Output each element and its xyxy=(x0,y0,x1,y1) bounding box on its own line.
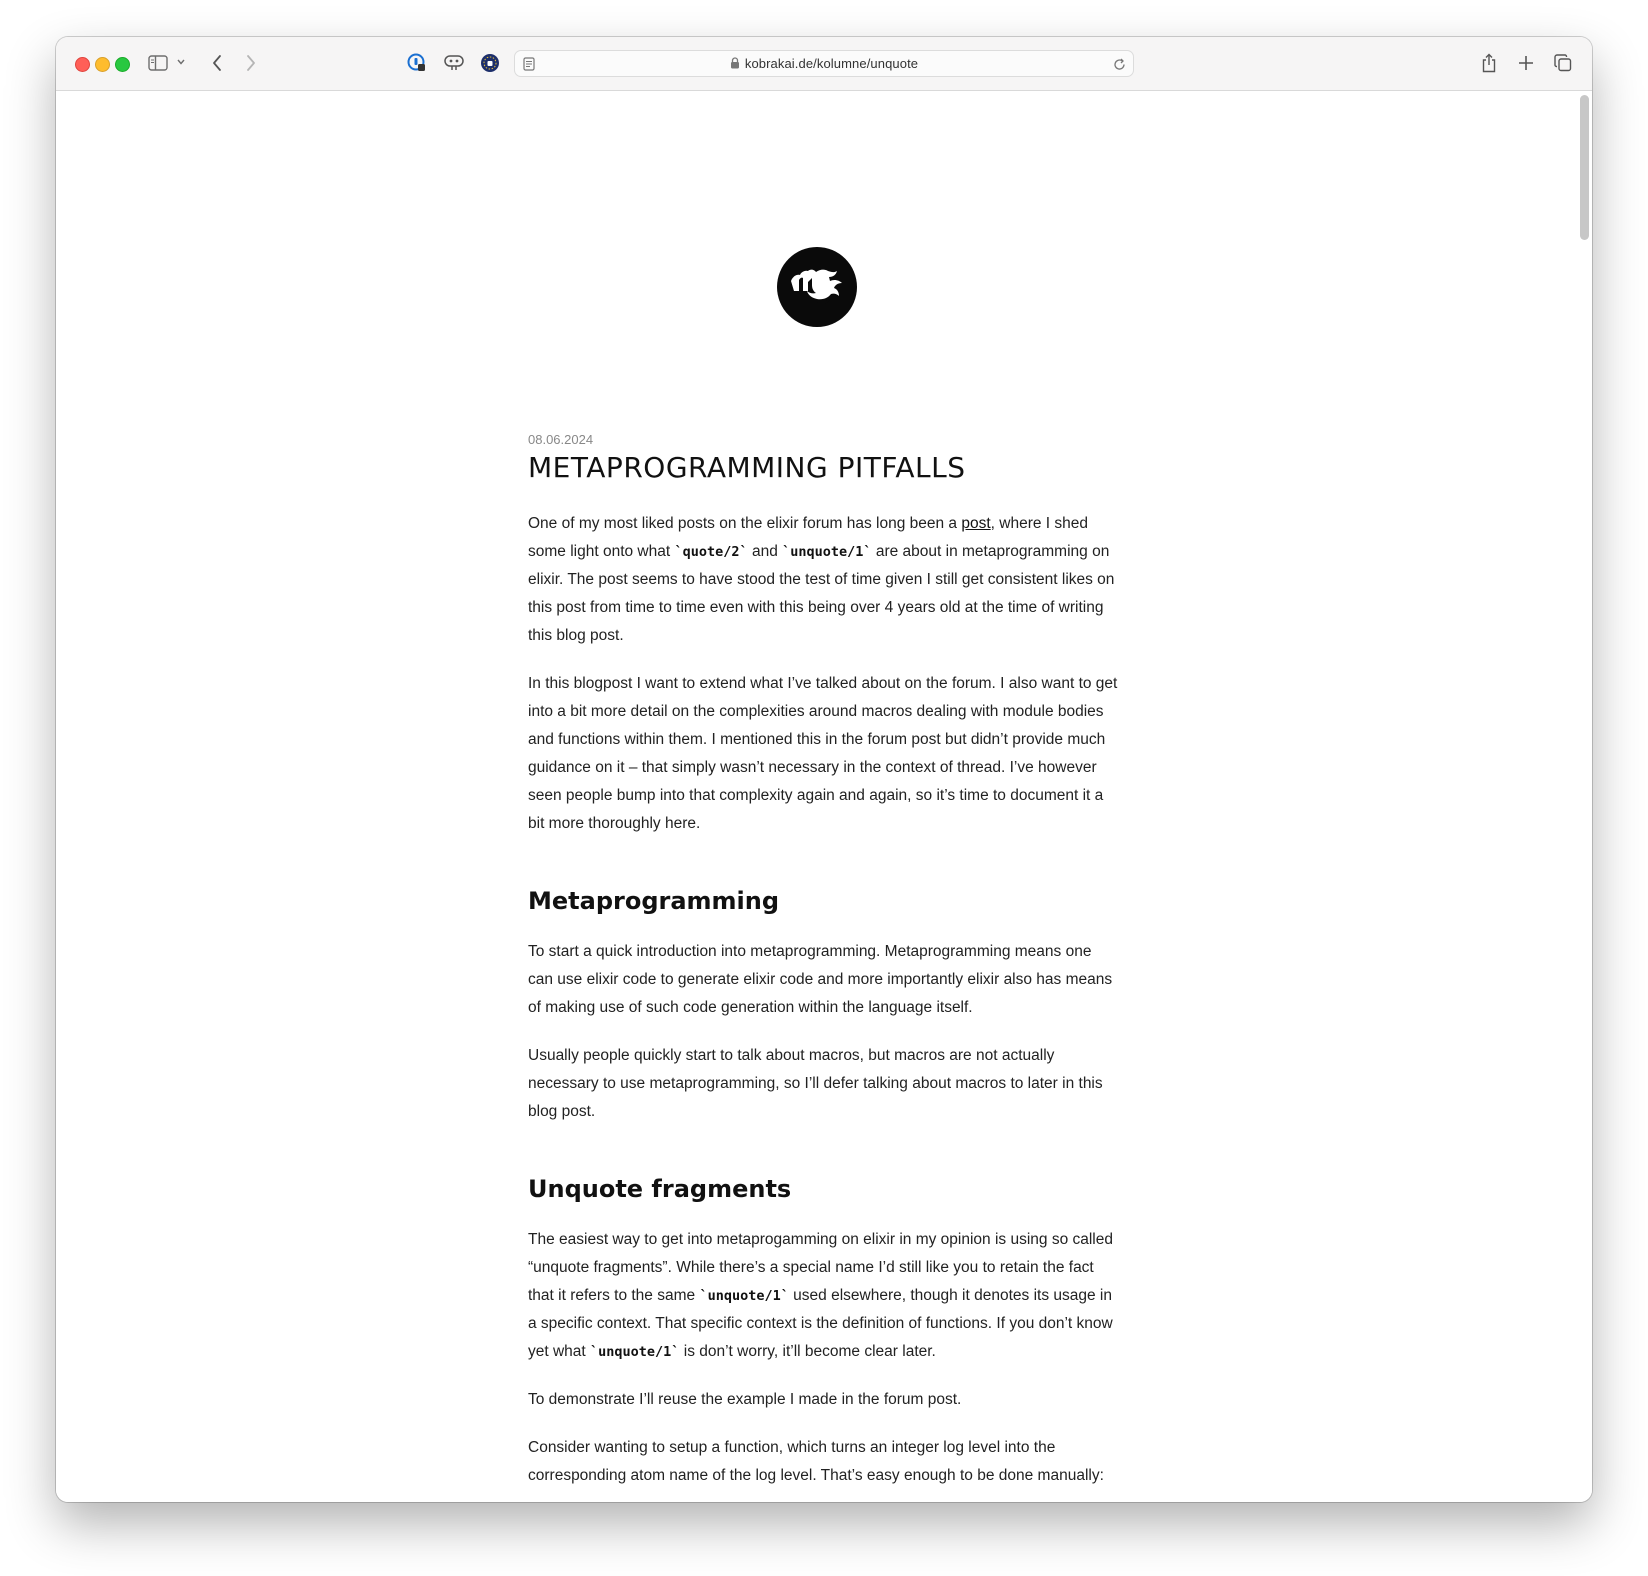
password-extension-icon[interactable] xyxy=(406,52,428,74)
unquote-paragraph-2: To demonstrate I’ll reuse the example I made in the forum post. xyxy=(528,1391,962,1408)
scrollbar-thumb[interactable] xyxy=(1580,95,1589,240)
metaprogramming-paragraph-2: Usually people quickly start to talk about macros, but macros are not actually necessary to use metaprogramming, so I’ll defer talking about macros to later in this blog post. xyxy=(528,1047,1103,1120)
minimize-window-button[interactable] xyxy=(95,57,110,72)
article xyxy=(528,432,1118,1490)
privacy-extension-icon[interactable] xyxy=(479,52,501,74)
browser-window xyxy=(56,37,1592,1502)
unquote-paragraph-1 xyxy=(528,1226,1118,1366)
text-span: are about in metaprogramming on elixir. The post seems to have stood the test of time given I still get consistent likes on this post from time to time even with this being over 4 years old at the time of writing this blog post. xyxy=(528,543,1115,644)
close-window-button[interactable] xyxy=(75,57,90,72)
page-content xyxy=(56,91,1592,1502)
lock-icon xyxy=(730,57,740,72)
text-span: is don’t worry, it’ll become clear later. xyxy=(679,1343,936,1360)
extension-icon[interactable] xyxy=(442,52,466,74)
text-span: One of my most liked posts on the elixir forum has long been a xyxy=(528,515,962,532)
unquote-paragraph-3: Consider wanting to setup a function, which turns an integer log level into the corresponding atom name of the log level. That’s easy enough to be done manually: xyxy=(528,1439,1104,1484)
browser-toolbar xyxy=(56,37,1592,91)
url-text[interactable] xyxy=(515,56,1133,72)
chevron-down-icon[interactable] xyxy=(174,55,188,69)
post-date: 08.06.2024 xyxy=(528,432,594,447)
back-icon[interactable] xyxy=(206,52,228,74)
new-tab-icon[interactable] xyxy=(1515,52,1537,74)
intro-paragraph-2: In this blogpost I want to extend what I’ve talked about on the forum. I also want to get into a bit more detail on the complexities around macros dealing with module bodies and functions within them. I mentioned this in the forum post but didn’t provide much guidance on it – that simply wasn’t necessary in the context of thread. I’ve however seen people bump into that complexity again and again, so it’s time to document it a bit more thoroughly here. xyxy=(528,675,1118,832)
metaprogramming-paragraph-1: To start a quick introduction into metaprogramming. Metaprogramming means one can use elixir code to generate elixir code and more importantly elixir also has means of making use of such code generation within the language itself. xyxy=(528,943,1113,1016)
reload-icon[interactable] xyxy=(1111,56,1127,72)
inline-code-unquote: `unquote/1` xyxy=(699,1288,789,1304)
text-span: and xyxy=(747,543,783,560)
post-title: METAPROGRAMMING PITFALLS xyxy=(528,451,966,484)
inline-code-unquote: `unquote/1` xyxy=(782,544,872,560)
text-span: , where I shed some light onto what xyxy=(528,515,1089,560)
forum-post-link[interactable]: post xyxy=(961,515,991,532)
section-heading-metaprogramming: Metaprogramming xyxy=(528,887,780,915)
forward-icon[interactable] xyxy=(240,52,262,74)
share-icon[interactable] xyxy=(1478,51,1500,75)
url-label: kobrakai.de/kolumne/unquote xyxy=(744,56,919,71)
address-bar[interactable] xyxy=(514,50,1134,77)
site-logo[interactable] xyxy=(777,247,857,327)
text-span: used elsewhere, though it denotes its usage in a specific context. That specific context is the definition of functions. If you don’t know yet what xyxy=(528,1287,1113,1360)
text-span: The easiest way to get into metaprogamming on elixir in my opinion is using so called “unquote fragments”. While there’s a special name I’d still like you to retain the fact that it refers to the same xyxy=(528,1231,1113,1304)
inline-code-quote: `quote/2` xyxy=(674,544,748,560)
intro-paragraph-1 xyxy=(528,510,1118,650)
inline-code-unquote: `unquote/1` xyxy=(590,1344,680,1360)
section-heading-unquote-fragments: Unquote fragments xyxy=(528,1175,792,1203)
tab-overview-icon[interactable] xyxy=(1552,52,1574,74)
sidebar-toggle-icon[interactable] xyxy=(146,52,170,74)
zoom-window-button[interactable] xyxy=(115,57,130,72)
